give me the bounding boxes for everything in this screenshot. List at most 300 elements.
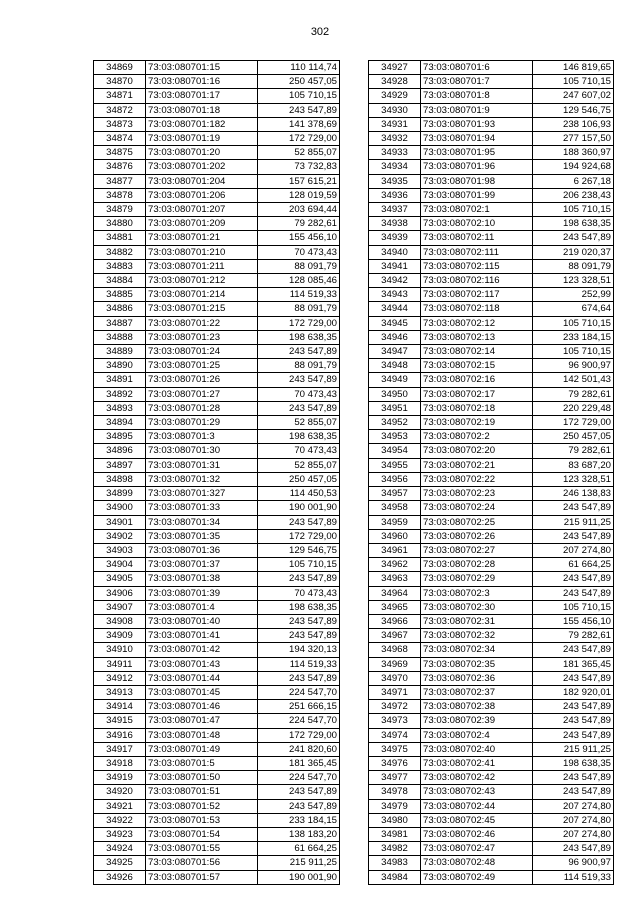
row-number: 34930 xyxy=(369,103,421,117)
table-row xyxy=(94,174,340,188)
cadastral-number: 73:03:080701:98 xyxy=(421,174,533,188)
cadastral-number: 73:03:080701:49 xyxy=(146,742,258,756)
table-row xyxy=(369,75,614,89)
row-number: 34948 xyxy=(369,359,421,373)
row-number: 34882 xyxy=(94,245,146,259)
cadastral-number: 73:03:080701:211 xyxy=(146,259,258,273)
cadastral-number: 73:03:080701:29 xyxy=(146,416,258,430)
table-row xyxy=(369,515,614,529)
table-row xyxy=(369,572,614,586)
cadastral-number: 73:03:080702:30 xyxy=(421,600,533,614)
table-row xyxy=(369,714,614,728)
cadastral-value: 52 855,07 xyxy=(258,416,340,430)
cadastral-number: 73:03:080702:46 xyxy=(421,827,533,841)
cadastral-number: 73:03:080702:41 xyxy=(421,756,533,770)
cadastral-number: 73:03:080702:14 xyxy=(421,345,533,359)
table-row xyxy=(94,771,340,785)
row-number: 34941 xyxy=(369,259,421,273)
cadastral-value: 172 729,00 xyxy=(258,728,340,742)
cadastral-value: 220 229,48 xyxy=(533,401,614,415)
row-number: 34952 xyxy=(369,416,421,430)
row-number: 34972 xyxy=(369,700,421,714)
cadastral-value: 172 729,00 xyxy=(258,529,340,543)
row-number: 34899 xyxy=(94,487,146,501)
table-row xyxy=(94,728,340,742)
cadastral-value: 207 274,80 xyxy=(533,799,614,813)
cadastral-number: 73:03:080701:48 xyxy=(146,728,258,742)
cadastral-value: 243 547,89 xyxy=(533,586,614,600)
row-number: 34893 xyxy=(94,401,146,415)
cadastral-number: 73:03:080702:47 xyxy=(421,842,533,856)
table-row xyxy=(369,274,614,288)
table-row xyxy=(369,387,614,401)
table-row xyxy=(369,856,614,870)
row-number: 34950 xyxy=(369,387,421,401)
table-row xyxy=(369,288,614,302)
row-number: 34905 xyxy=(94,572,146,586)
table-row xyxy=(369,586,614,600)
cadastral-number: 73:03:080701:202 xyxy=(146,160,258,174)
cadastral-value: 243 547,89 xyxy=(533,700,614,714)
table-row xyxy=(94,671,340,685)
cadastral-value: 233 184,15 xyxy=(258,813,340,827)
cadastral-value: 61 664,25 xyxy=(533,558,614,572)
cadastral-value: 203 694,44 xyxy=(258,203,340,217)
row-number: 34909 xyxy=(94,629,146,643)
row-number: 34915 xyxy=(94,714,146,728)
cadastral-value: 70 473,43 xyxy=(258,387,340,401)
cadastral-value: 172 729,00 xyxy=(258,132,340,146)
cadastral-value: 129 546,75 xyxy=(258,543,340,557)
page-number: 302 xyxy=(310,26,330,38)
cadastral-number: 73:03:080701:27 xyxy=(146,387,258,401)
cadastral-value: 198 638,35 xyxy=(533,217,614,231)
table-row xyxy=(369,330,614,344)
cadastral-number: 73:03:080702:115 xyxy=(421,259,533,273)
table-row xyxy=(94,345,340,359)
row-number: 34903 xyxy=(94,543,146,557)
cadastral-number: 73:03:080702:49 xyxy=(421,870,533,884)
cadastral-value: 251 666,15 xyxy=(258,700,340,714)
table-row xyxy=(369,174,614,188)
row-number: 34891 xyxy=(94,373,146,387)
cadastral-number: 73:03:080701:56 xyxy=(146,856,258,870)
row-number: 34974 xyxy=(369,728,421,742)
table-row xyxy=(369,146,614,160)
cadastral-number: 73:03:080702:111 xyxy=(421,245,533,259)
cadastral-number: 73:03:080702:40 xyxy=(421,742,533,756)
table-row xyxy=(94,359,340,373)
row-number: 34958 xyxy=(369,501,421,515)
cadastral-value: 6 267,18 xyxy=(533,174,614,188)
row-number: 34895 xyxy=(94,430,146,444)
row-number: 34918 xyxy=(94,756,146,770)
cadastral-value: 243 547,89 xyxy=(533,728,614,742)
table-row xyxy=(94,543,340,557)
table-row xyxy=(369,529,614,543)
table-row xyxy=(369,501,614,515)
cadastral-number: 73:03:080701:42 xyxy=(146,643,258,657)
row-number: 34912 xyxy=(94,671,146,685)
cadastral-value: 215 911,25 xyxy=(533,742,614,756)
row-number: 34942 xyxy=(369,274,421,288)
cadastral-value: 79 282,61 xyxy=(533,387,614,401)
cadastral-value: 277 157,50 xyxy=(533,132,614,146)
table-row xyxy=(94,458,340,472)
table-row xyxy=(94,501,340,515)
row-number: 34965 xyxy=(369,600,421,614)
row-number: 34883 xyxy=(94,259,146,273)
cadastral-number: 73:03:080701:33 xyxy=(146,501,258,515)
row-number: 34914 xyxy=(94,700,146,714)
table-row xyxy=(369,416,614,430)
row-number: 34939 xyxy=(369,231,421,245)
row-number: 34973 xyxy=(369,714,421,728)
cadastral-number: 73:03:080702:45 xyxy=(421,813,533,827)
table-row xyxy=(94,288,340,302)
row-number: 34927 xyxy=(369,61,421,75)
row-number: 34871 xyxy=(94,89,146,103)
row-number: 34977 xyxy=(369,771,421,785)
table-row xyxy=(94,117,340,131)
table-row xyxy=(369,742,614,756)
cadastral-value: 73 732,83 xyxy=(258,160,340,174)
cadastral-value: 241 820,60 xyxy=(258,742,340,756)
cadastral-number: 73:03:080701:17 xyxy=(146,89,258,103)
cadastral-number: 73:03:080702:15 xyxy=(421,359,533,373)
cadastral-value: 83 687,20 xyxy=(533,458,614,472)
row-number: 34870 xyxy=(94,75,146,89)
row-number: 34881 xyxy=(94,231,146,245)
table-row xyxy=(369,203,614,217)
table-row xyxy=(369,799,614,813)
cadastral-number: 73:03:080701:32 xyxy=(146,472,258,486)
row-number: 34907 xyxy=(94,600,146,614)
table-row xyxy=(94,61,340,75)
table-row xyxy=(94,188,340,202)
table-row xyxy=(94,231,340,245)
cadastral-value: 88 091,79 xyxy=(258,302,340,316)
table-row xyxy=(369,259,614,273)
row-number: 34924 xyxy=(94,842,146,856)
table-row xyxy=(94,472,340,486)
cadastral-value: 198 638,35 xyxy=(533,756,614,770)
cadastral-number: 73:03:080701:94 xyxy=(421,132,533,146)
table-row xyxy=(94,330,340,344)
cadastral-value: 243 547,89 xyxy=(533,842,614,856)
table-row xyxy=(94,515,340,529)
cadastral-value: 233 184,15 xyxy=(533,330,614,344)
table-row xyxy=(369,700,614,714)
cadastral-table-right xyxy=(368,60,614,885)
cadastral-value: 198 638,35 xyxy=(258,600,340,614)
row-number: 34919 xyxy=(94,771,146,785)
row-number: 34964 xyxy=(369,586,421,600)
table-row xyxy=(369,458,614,472)
cadastral-value: 128 019,59 xyxy=(258,188,340,202)
cadastral-number: 73:03:080701:25 xyxy=(146,359,258,373)
table-row xyxy=(94,742,340,756)
cadastral-number: 73:03:080701:40 xyxy=(146,614,258,628)
cadastral-value: 243 547,89 xyxy=(258,629,340,643)
table-row xyxy=(94,302,340,316)
table-row xyxy=(369,231,614,245)
table-row xyxy=(94,614,340,628)
cadastral-value: 114 519,33 xyxy=(258,288,340,302)
cadastral-number: 73:03:080702:26 xyxy=(421,529,533,543)
table-row xyxy=(369,643,614,657)
table-row xyxy=(94,146,340,160)
row-number: 34960 xyxy=(369,529,421,543)
row-number: 34940 xyxy=(369,245,421,259)
cadastral-number: 73:03:080702:10 xyxy=(421,217,533,231)
row-number: 34911 xyxy=(94,657,146,671)
cadastral-value: 243 547,89 xyxy=(258,401,340,415)
cadastral-number: 73:03:080702:17 xyxy=(421,387,533,401)
cadastral-number: 73:03:080701:15 xyxy=(146,61,258,75)
cadastral-number: 73:03:080702:35 xyxy=(421,657,533,671)
row-number: 34933 xyxy=(369,146,421,160)
row-number: 34946 xyxy=(369,330,421,344)
cadastral-value: 181 365,45 xyxy=(258,756,340,770)
cadastral-number: 73:03:080701:4 xyxy=(146,600,258,614)
cadastral-value: 88 091,79 xyxy=(258,259,340,273)
cadastral-value: 243 547,89 xyxy=(533,231,614,245)
row-number: 34917 xyxy=(94,742,146,756)
table-row xyxy=(369,813,614,827)
table-row xyxy=(94,217,340,231)
cadastral-number: 73:03:080701:99 xyxy=(421,188,533,202)
cadastral-number: 73:03:080701:22 xyxy=(146,316,258,330)
row-number: 34897 xyxy=(94,458,146,472)
cadastral-number: 73:03:080701:21 xyxy=(146,231,258,245)
cadastral-value: 172 729,00 xyxy=(533,416,614,430)
cadastral-value: 114 519,33 xyxy=(258,657,340,671)
row-number: 34908 xyxy=(94,614,146,628)
table-row xyxy=(94,274,340,288)
row-number: 34900 xyxy=(94,501,146,515)
cadastral-value: 194 924,68 xyxy=(533,160,614,174)
cadastral-value: 88 091,79 xyxy=(533,259,614,273)
cadastral-value: 243 547,89 xyxy=(533,714,614,728)
cadastral-number: 73:03:080702:19 xyxy=(421,416,533,430)
row-number: 34970 xyxy=(369,671,421,685)
cadastral-value: 70 473,43 xyxy=(258,586,340,600)
cadastral-value: 198 638,35 xyxy=(258,430,340,444)
table-row xyxy=(369,103,614,117)
cadastral-number: 73:03:080701:53 xyxy=(146,813,258,827)
cadastral-value: 70 473,43 xyxy=(258,245,340,259)
table-row xyxy=(94,842,340,856)
cadastral-value: 243 547,89 xyxy=(258,103,340,117)
table-row xyxy=(94,259,340,273)
table-row xyxy=(369,771,614,785)
cadastral-number: 73:03:080701:43 xyxy=(146,657,258,671)
cadastral-value: 105 710,15 xyxy=(533,316,614,330)
table-row xyxy=(369,245,614,259)
row-number: 34945 xyxy=(369,316,421,330)
cadastral-number: 73:03:080701:23 xyxy=(146,330,258,344)
cadastral-number: 73:03:080701:209 xyxy=(146,217,258,231)
cadastral-number: 73:03:080701:206 xyxy=(146,188,258,202)
row-number: 34980 xyxy=(369,813,421,827)
row-number: 34906 xyxy=(94,586,146,600)
row-number: 34969 xyxy=(369,657,421,671)
row-number: 34875 xyxy=(94,146,146,160)
cadastral-number: 73:03:080701:57 xyxy=(146,870,258,884)
row-number: 34936 xyxy=(369,188,421,202)
cadastral-value: 243 547,89 xyxy=(533,529,614,543)
cadastral-number: 73:03:080701:52 xyxy=(146,799,258,813)
table-row xyxy=(369,629,614,643)
table-row xyxy=(94,799,340,813)
row-number: 34961 xyxy=(369,543,421,557)
cadastral-number: 73:03:080701:30 xyxy=(146,444,258,458)
row-number: 34894 xyxy=(94,416,146,430)
cadastral-table-right-body xyxy=(369,61,614,885)
row-number: 34876 xyxy=(94,160,146,174)
row-number: 34869 xyxy=(94,61,146,75)
row-number: 34944 xyxy=(369,302,421,316)
cadastral-number: 73:03:080701:19 xyxy=(146,132,258,146)
row-number: 34889 xyxy=(94,345,146,359)
cadastral-number: 73:03:080701:31 xyxy=(146,458,258,472)
table-row xyxy=(369,842,614,856)
table-row xyxy=(369,430,614,444)
cadastral-value: 243 547,89 xyxy=(258,572,340,586)
row-number: 34910 xyxy=(94,643,146,657)
cadastral-value: 246 138,83 xyxy=(533,487,614,501)
row-number: 34981 xyxy=(369,827,421,841)
cadastral-value: 247 607,02 xyxy=(533,89,614,103)
table-row xyxy=(94,813,340,827)
row-number: 34920 xyxy=(94,785,146,799)
table-row xyxy=(94,444,340,458)
table-row xyxy=(94,785,340,799)
table-row xyxy=(369,302,614,316)
cadastral-number: 73:03:080702:43 xyxy=(421,785,533,799)
table-row xyxy=(369,217,614,231)
cadastral-number: 73:03:080702:16 xyxy=(421,373,533,387)
row-number: 34953 xyxy=(369,430,421,444)
cadastral-value: 224 547,70 xyxy=(258,771,340,785)
cadastral-number: 73:03:080702:44 xyxy=(421,799,533,813)
cadastral-number: 73:03:080701:96 xyxy=(421,160,533,174)
row-number: 34929 xyxy=(369,89,421,103)
cadastral-value: 129 546,75 xyxy=(533,103,614,117)
row-number: 34879 xyxy=(94,203,146,217)
cadastral-number: 73:03:080701:3 xyxy=(146,430,258,444)
table-row xyxy=(369,316,614,330)
cadastral-value: 674,64 xyxy=(533,302,614,316)
cadastral-number: 73:03:080701:5 xyxy=(146,756,258,770)
cadastral-number: 73:03:080701:26 xyxy=(146,373,258,387)
cadastral-number: 73:03:080701:8 xyxy=(421,89,533,103)
cadastral-value: 105 710,15 xyxy=(258,89,340,103)
cadastral-value: 238 106,93 xyxy=(533,117,614,131)
table-row xyxy=(369,614,614,628)
table-row xyxy=(94,586,340,600)
cadastral-value: 52 855,07 xyxy=(258,146,340,160)
cadastral-number: 73:03:080701:210 xyxy=(146,245,258,259)
table-row xyxy=(94,160,340,174)
cadastral-value: 243 547,89 xyxy=(258,799,340,813)
cadastral-number: 73:03:080701:45 xyxy=(146,685,258,699)
row-number: 34934 xyxy=(369,160,421,174)
table-row xyxy=(94,245,340,259)
cadastral-value: 61 664,25 xyxy=(258,842,340,856)
table-row xyxy=(369,671,614,685)
row-number: 34957 xyxy=(369,487,421,501)
table-row xyxy=(369,61,614,75)
cadastral-number: 73:03:080701:51 xyxy=(146,785,258,799)
row-number: 34976 xyxy=(369,756,421,770)
cadastral-value: 142 501,43 xyxy=(533,373,614,387)
cadastral-number: 73:03:080702:34 xyxy=(421,643,533,657)
table-row xyxy=(94,558,340,572)
cadastral-value: 190 001,90 xyxy=(258,870,340,884)
table-row xyxy=(369,487,614,501)
row-number: 34967 xyxy=(369,629,421,643)
row-number: 34923 xyxy=(94,827,146,841)
table-row xyxy=(94,643,340,657)
cadastral-value: 243 547,89 xyxy=(533,643,614,657)
row-number: 34896 xyxy=(94,444,146,458)
row-number: 34959 xyxy=(369,515,421,529)
table-row xyxy=(94,203,340,217)
row-number: 34947 xyxy=(369,345,421,359)
cadastral-value: 250 457,05 xyxy=(533,430,614,444)
row-number: 34943 xyxy=(369,288,421,302)
table-row xyxy=(94,387,340,401)
cadastral-number: 73:03:080701:16 xyxy=(146,75,258,89)
cadastral-value: 79 282,61 xyxy=(258,217,340,231)
cadastral-number: 73:03:080702:36 xyxy=(421,671,533,685)
row-number: 34886 xyxy=(94,302,146,316)
cadastral-value: 224 547,70 xyxy=(258,714,340,728)
cadastral-number: 73:03:080701:35 xyxy=(146,529,258,543)
cadastral-number: 73:03:080701:93 xyxy=(421,117,533,131)
table-row xyxy=(369,728,614,742)
cadastral-number: 73:03:080701:55 xyxy=(146,842,258,856)
cadastral-value: 243 547,89 xyxy=(533,501,614,515)
cadastral-number: 73:03:080702:11 xyxy=(421,231,533,245)
cadastral-value: 206 238,43 xyxy=(533,188,614,202)
cadastral-number: 73:03:080702:31 xyxy=(421,614,533,628)
table-row xyxy=(369,785,614,799)
cadastral-value: 138 183,20 xyxy=(258,827,340,841)
cadastral-value: 105 710,15 xyxy=(533,600,614,614)
row-number: 34916 xyxy=(94,728,146,742)
cadastral-number: 73:03:080702:2 xyxy=(421,430,533,444)
cadastral-value: 96 900,97 xyxy=(533,359,614,373)
row-number: 34966 xyxy=(369,614,421,628)
cadastral-number: 73:03:080701:41 xyxy=(146,629,258,643)
row-number: 34921 xyxy=(94,799,146,813)
table-row xyxy=(369,89,614,103)
row-number: 34962 xyxy=(369,558,421,572)
cadastral-value: 114 519,33 xyxy=(533,870,614,884)
row-number: 34954 xyxy=(369,444,421,458)
cadastral-value: 243 547,89 xyxy=(258,373,340,387)
cadastral-number: 73:03:080702:117 xyxy=(421,288,533,302)
row-number: 34938 xyxy=(369,217,421,231)
cadastral-number: 73:03:080701:54 xyxy=(146,827,258,841)
cadastral-value: 243 547,89 xyxy=(258,785,340,799)
table-row xyxy=(94,316,340,330)
table-row xyxy=(369,401,614,415)
cadastral-value: 224 547,70 xyxy=(258,685,340,699)
